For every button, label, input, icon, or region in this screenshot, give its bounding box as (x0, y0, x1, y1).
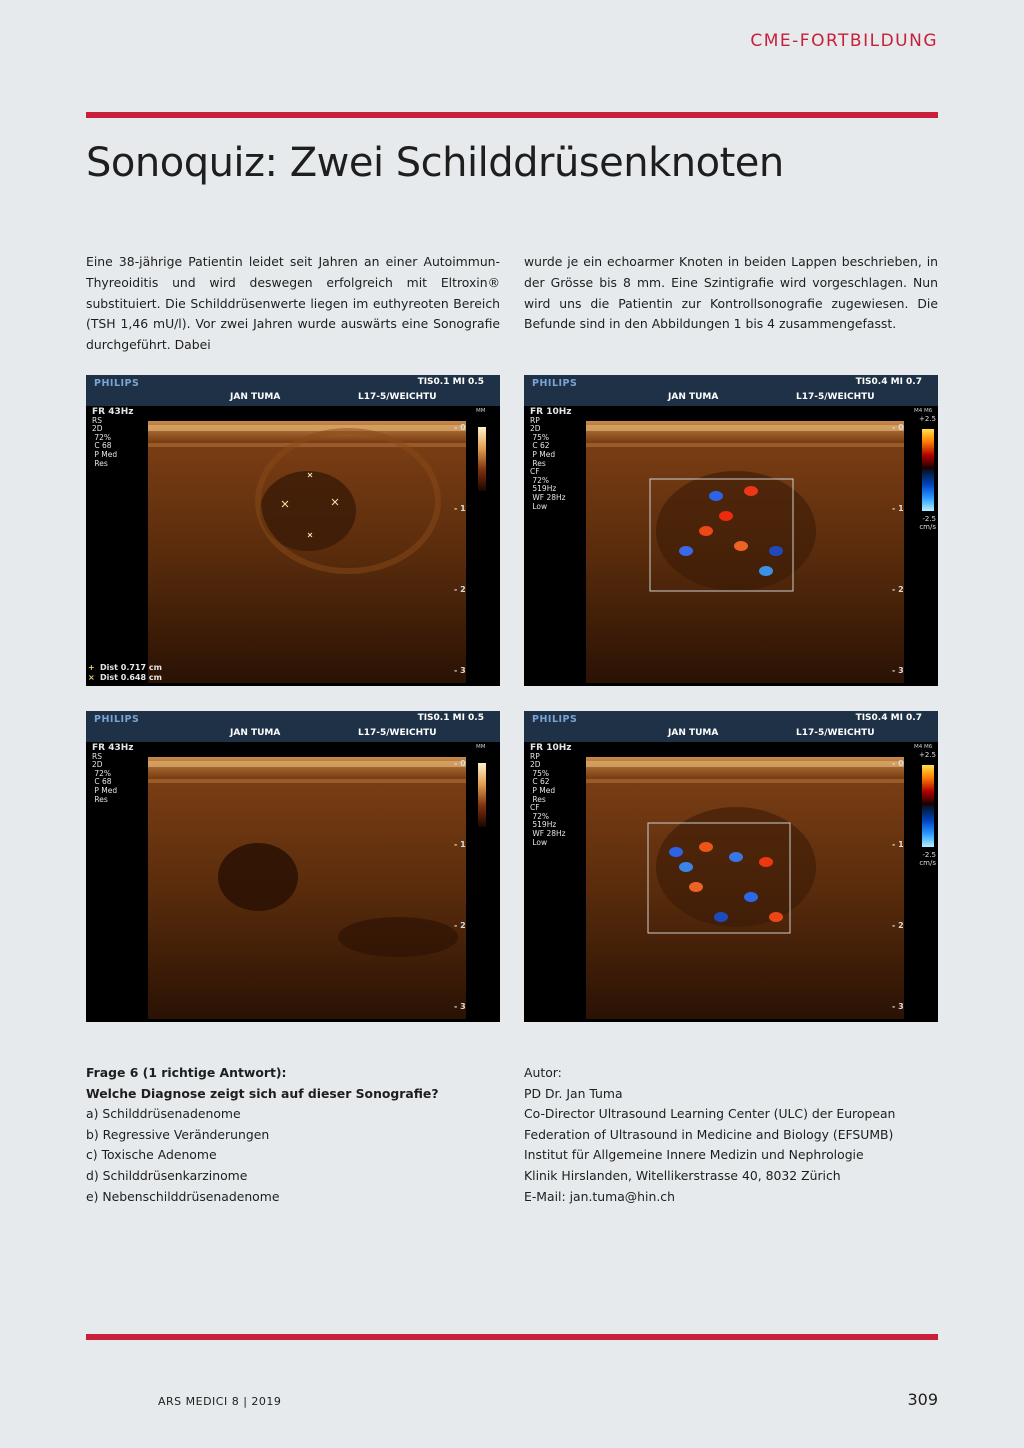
ultrasound-header (86, 711, 500, 742)
scan-wrapper (586, 421, 904, 683)
ultrasound-header (524, 711, 938, 742)
ultrasound-scan-area (586, 757, 904, 1019)
scan-side: RS (92, 415, 102, 425)
depth-label: - 3 (454, 1002, 466, 1011)
thermal-index: TIS0.1 MI 0.5 (417, 713, 484, 723)
thermal-index: TIS0.4 MI 0.7 (855, 713, 922, 723)
map-label: M4 M6 (914, 408, 933, 414)
ultrasound-image-3 (86, 711, 500, 1022)
author-label: Autor: (524, 1065, 562, 1080)
depth-label: - 3 (892, 666, 904, 675)
color-scale-max: +2.5 (919, 751, 936, 759)
operator-name: JAN TUMA (230, 392, 281, 402)
color-scale-min: -2.5 cm/s (919, 851, 936, 867)
question-block (86, 1063, 506, 1207)
answer-option-a: a) Schilddrüsenadenome (86, 1106, 241, 1122)
distance-value: Dist 0.717 cm (100, 663, 162, 672)
device-brand: PHILIPS (94, 378, 140, 389)
bottom-rule (86, 1334, 938, 1340)
ultrasound-image-2 (524, 375, 938, 686)
map-label: MM (476, 744, 486, 750)
depth-label: - 2 (892, 585, 904, 594)
answer-option-b: b) Regressive Veränderungen (86, 1126, 270, 1142)
scan-parameters (92, 408, 134, 468)
2d-settings: 2D 75% C 62 P Med Res (530, 424, 556, 468)
scan-wrapper (586, 757, 904, 1019)
scan-wrapper (148, 757, 466, 1019)
device-brand: PHILIPS (532, 378, 578, 389)
depth-label: - 0 (892, 759, 904, 768)
depth-label: - 1 (454, 840, 466, 849)
journal-footer: ARS MEDICI 8 | 2019 (158, 1395, 282, 1408)
scan-side: RP (530, 415, 540, 425)
frame-rate: FR 10Hz (530, 407, 572, 417)
depth-label: - 0 (454, 423, 466, 432)
probe-preset: L17-5/WEICHTU (796, 728, 875, 738)
frame-rate: FR 43Hz (92, 407, 134, 417)
map-label: MM (476, 408, 486, 414)
author-name: PD Dr. Jan Tuma (524, 1085, 623, 1101)
depth-label: - 2 (454, 921, 466, 930)
ultrasound-image-4 (524, 711, 938, 1022)
author-affiliation-1: Co-Director Ultrasound Learning Center (ULC) der European (524, 1106, 896, 1122)
scan-side: RS (92, 751, 102, 761)
2d-settings: 2D 72% C 68 P Med Res (92, 424, 118, 468)
top-rule (86, 112, 938, 118)
caliper-marker: + (88, 663, 95, 672)
author-email[interactable]: E-Mail: jan.tuma@hin.ch (524, 1188, 675, 1204)
depth-label: - 3 (892, 1002, 904, 1011)
question-heading: Frage 6 (1 richtige Antwort): (86, 1065, 287, 1080)
color-flow-settings: CF 72% 519Hz WF 28Hz Low (530, 803, 566, 847)
measurement-readout (88, 663, 162, 683)
probe-preset: L17-5/WEICHTU (796, 392, 875, 402)
ultrasound-header (524, 375, 938, 406)
scan-wrapper (148, 421, 466, 683)
answer-option-e: e) Nebenschilddrüsenadenome (86, 1188, 280, 1204)
author-affiliation-3: Institut für Allgemeine Innere Medizin und Nephrologie (524, 1147, 864, 1163)
author-address: Klinik Hirslanden, Witellikerstrasse 40, 8032 Zürich (524, 1167, 841, 1183)
caliper-marker: × (88, 673, 95, 682)
depth-label: - 1 (892, 840, 904, 849)
author-affiliation-2: Federation of Ultrasound in Medicine and Biology (EFSUMB) (524, 1126, 894, 1142)
color-scale-max: +2.5 (919, 415, 936, 423)
probe-preset: L17-5/WEICHTU (358, 392, 437, 402)
operator-name: JAN TUMA (230, 728, 281, 738)
distance-value: Dist 0.648 cm (100, 673, 162, 682)
color-scale-bar (922, 765, 934, 847)
page-number: 309 (907, 1390, 938, 1409)
question-prompt: Welche Diagnose zeigt sich auf dieser Sonografie? (86, 1085, 439, 1101)
color-scale-bar (922, 429, 934, 511)
intro-right-column: wurde je ein echoarmer Knoten in beiden Lappen beschrieben, in der Grösse bis 8 mm. Eine Szintigrafie wird vorgeschlagen. Nun wird uns die Patientin zur Kontrollsonografie zugewiesen. Die Befunde sind in den Abbildungen 1 bis 4 zusammengefasst. (524, 254, 938, 332)
author-block (524, 1063, 938, 1207)
thermal-index: TIS0.1 MI 0.5 (417, 377, 484, 387)
page-title: Sonoquiz: Zwei Schilddrüsenknoten (86, 140, 784, 186)
2d-settings: 2D 75% C 62 P Med Res (530, 760, 556, 804)
frame-rate: FR 10Hz (530, 743, 572, 753)
answer-option-c: c) Toxische Adenome (86, 1147, 217, 1163)
section-label: CME-FORTBILDUNG (750, 31, 938, 51)
map-label: M4 M6 (914, 744, 933, 750)
probe-preset: L17-5/WEICHTU (358, 728, 437, 738)
ultrasound-image-1 (86, 375, 500, 686)
depth-label: - 3 (454, 666, 466, 675)
scan-parameters (530, 408, 572, 511)
intro-left-column: Eine 38-jährige Patientin leidet seit Jahren an einer Autoimmun-Thyreoiditis und wird deswegen erfolgreich mit Eltroxin® substituiert. Die Schilddrüsenwerte liegen im euthyreoten Bereich (TSH 1,46 mU/l). Vor zwei Jahren wurde auswärts eine Sonografie durchgeführt. Dabei (86, 254, 500, 353)
thermal-index: TIS0.4 MI 0.7 (855, 377, 922, 387)
scan-parameters (92, 744, 134, 804)
depth-label: - 0 (454, 759, 466, 768)
color-scale-min: -2.5 cm/s (919, 515, 936, 531)
2d-settings: 2D 72% C 68 P Med Res (92, 760, 118, 804)
device-brand: PHILIPS (532, 714, 578, 725)
ultrasound-header (86, 375, 500, 406)
depth-label: - 1 (454, 504, 466, 513)
depth-label: - 2 (454, 585, 466, 594)
depth-label: - 0 (892, 423, 904, 432)
answer-option-d: d) Schilddrüsenkarzinome (86, 1167, 248, 1183)
gray-scale-bar (478, 427, 486, 491)
measurement-row (88, 673, 162, 683)
ultrasound-scan-area (586, 421, 904, 683)
gray-scale-bar (478, 763, 486, 827)
color-flow-settings: CF 72% 519Hz WF 28Hz Low (530, 467, 566, 511)
measurement-row (88, 663, 162, 673)
ultrasound-scan-area (148, 757, 466, 1019)
scan-parameters (530, 744, 572, 847)
operator-name: JAN TUMA (668, 728, 719, 738)
operator-name: JAN TUMA (668, 392, 719, 402)
ultrasound-scan-area (148, 421, 466, 683)
depth-label: - 1 (892, 504, 904, 513)
frame-rate: FR 43Hz (92, 743, 134, 753)
device-brand: PHILIPS (94, 714, 140, 725)
scan-side: RP (530, 751, 540, 761)
depth-label: - 2 (892, 921, 904, 930)
